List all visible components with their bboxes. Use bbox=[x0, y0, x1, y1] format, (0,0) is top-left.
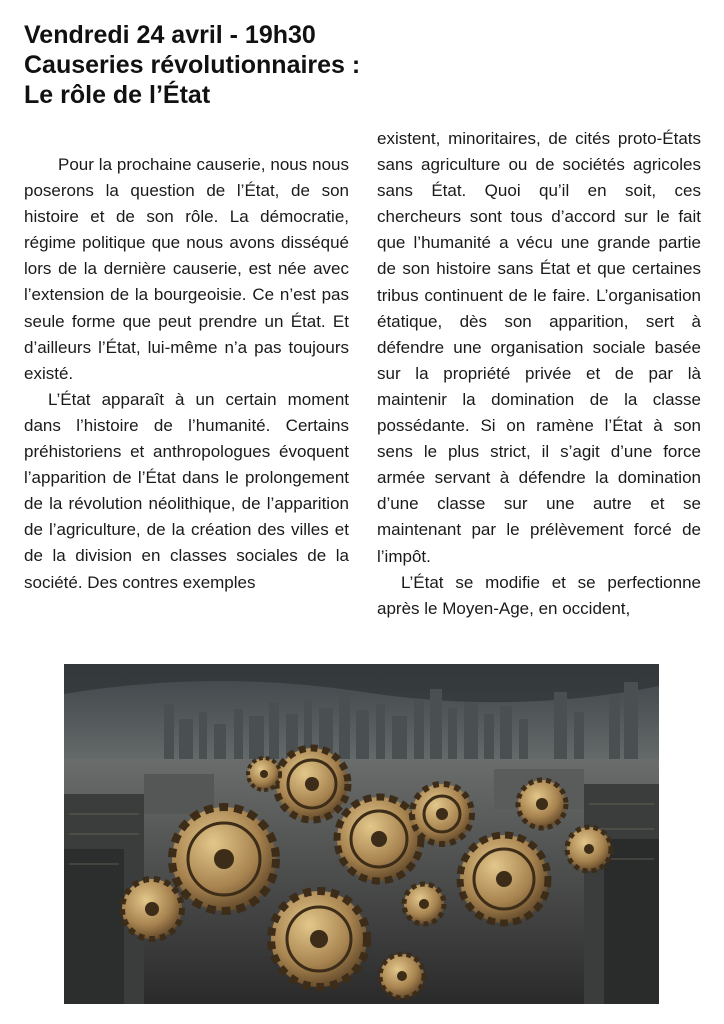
event-topic-line: Le rôle de l’État bbox=[24, 81, 211, 109]
paragraph: L’État se modifie et se perfectionne après le Moyen-Age, en occident, bbox=[377, 572, 701, 618]
event-series-line: Causeries révolutionnaires : bbox=[24, 51, 361, 79]
right-text-column bbox=[377, 126, 701, 622]
paragraph: existent, minoritaires, de cités proto-États sans agriculture ou de sociétés agricoles sans État. Quoi qu’il en soit, ces chercheurs sont tous d’accord sur le fait que l’humanité a vécu une grande partie de son histoire sans État et que certaines tribus continuent de le faire. L’organisation étatique, dès son apparition, sert à défendre une organisation sociale basée sur la propriété privée et de par là maintenir la domination de la classe possédante. Si on ramène l’État à son sens le plus strict, il s’agit d’une force armée servant à défendre la domination d’une classe sur une autre et se maintenant par le prélèvement forcé de l’impôt. bbox=[377, 129, 701, 566]
paragraph: L’État apparaît à un certain moment dans l’histoire de l’humanité. Certains préhistoriens et anthropologues évoquent l’apparition de l’État dans le prolongement de la révolution néolithique, de l’apparition de l’agriculture, de la création des villes et de la division en classes sociales de la société. Des contres exemples bbox=[24, 389, 349, 592]
gears-over-city-illustration bbox=[64, 664, 659, 1004]
page-title bbox=[24, 20, 360, 110]
paragraph: Pour la prochaine causerie, nous nous poserons la question de l’État, de son histoire et de son rôle. La démocratie, régime politique que nous avons disséqué lors de la dernière causerie, est née avec l’extension de la bourgeoisie. Ce n’est pas seule forme que peut prendre un État. Et d’ailleurs l’État, lui-même n’a pas toujours existé. bbox=[24, 155, 349, 383]
illustration-graphic bbox=[64, 664, 659, 1004]
left-text-column bbox=[24, 152, 349, 596]
event-date-line: Vendredi 24 avril - 19h30 bbox=[24, 21, 316, 49]
